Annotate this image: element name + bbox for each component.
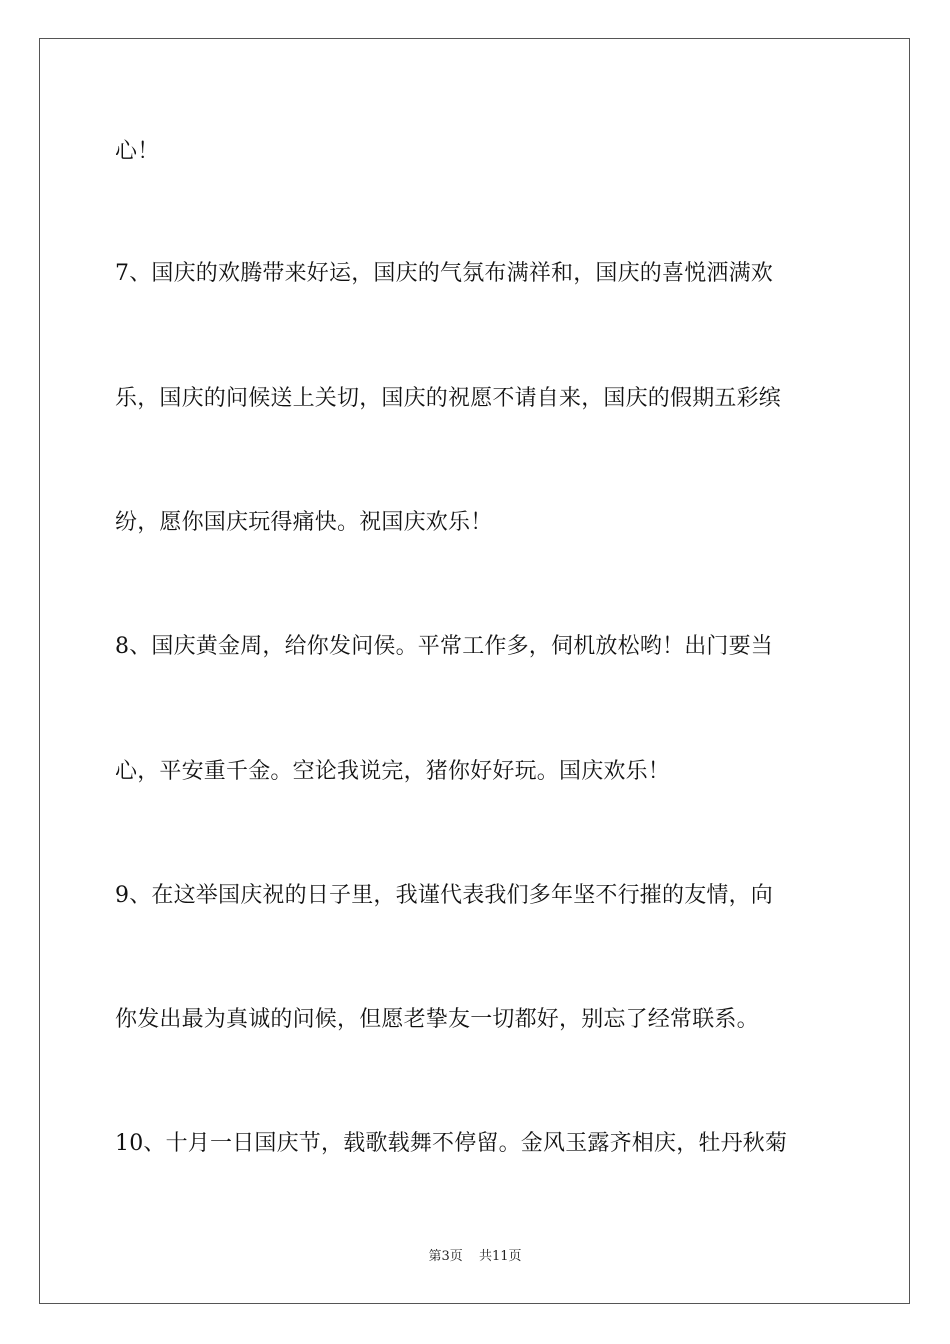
page-total: 共11页	[478, 1249, 522, 1264]
text-line: 9、在这举国庆祝的日子里，我谨代表我们多年坚不行摧的友情，向	[115, 883, 773, 908]
page-footer	[0, 1247, 950, 1267]
text-line: 你发出最为真诚的问候，但愿老挚友一切都好，别忘了经常联系。	[115, 1007, 759, 1032]
page-number: 第3页	[428, 1249, 463, 1264]
text-line: 心，平安重千金。空论我说完，猪你好好玩。国庆欢乐！	[115, 759, 671, 784]
text-line: 10、十月一日国庆节，载歌载舞不停留。金风玉露齐相庆，牡丹秋菊	[115, 1131, 788, 1156]
page-frame	[39, 38, 910, 1304]
text-line: 乐，国庆的问候送上关切，国庆的祝愿不请自来，国庆的假期五彩缤	[115, 386, 782, 411]
text-line: 8、国庆黄金周，给你发问侯。平常工作多，伺机放松哟！出门要当	[115, 634, 773, 659]
text-line: 纷，愿你国庆玩得痛快。祝国庆欢乐！	[115, 510, 493, 535]
text-line: 心！	[115, 139, 160, 164]
text-line: 7、国庆的欢腾带来好运，国庆的气氛布满祥和，国庆的喜悦洒满欢	[115, 261, 773, 286]
